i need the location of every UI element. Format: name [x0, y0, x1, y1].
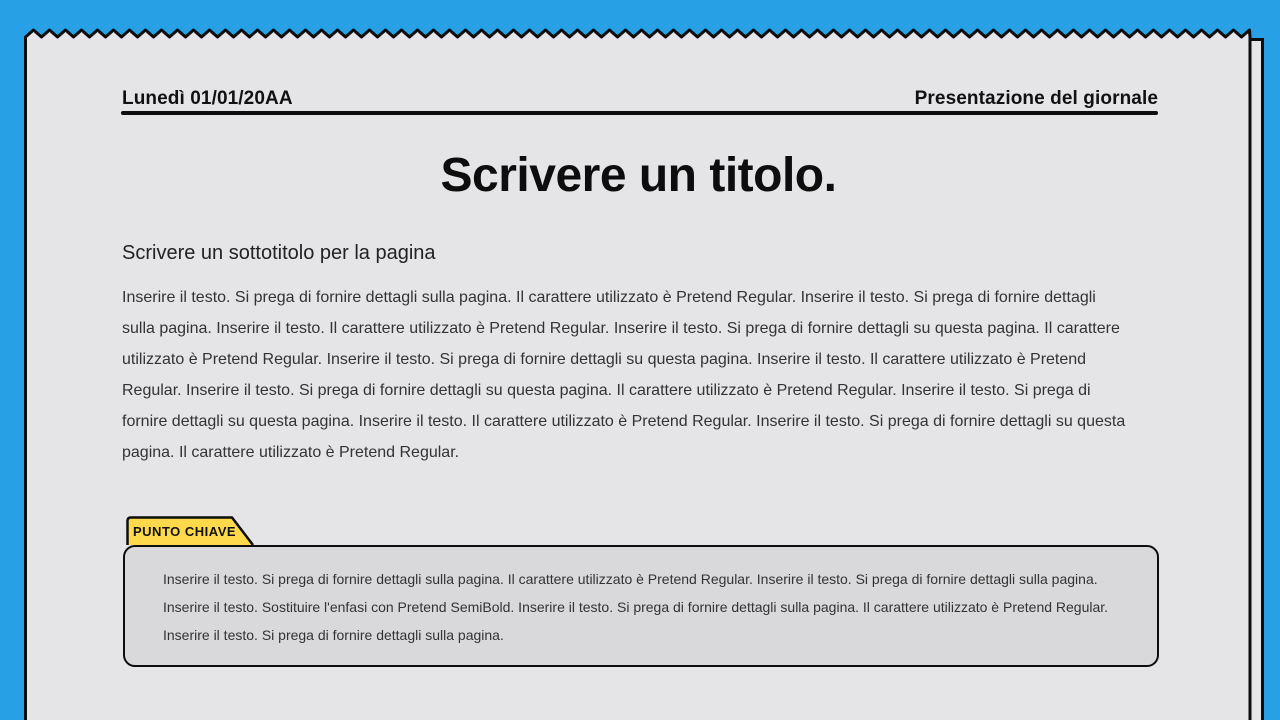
header-date: Lunedì 01/01/20AA [122, 88, 293, 109]
key-point-label: PUNTO CHIAVE [133, 524, 237, 539]
header-divider [121, 111, 1158, 115]
body-paragraph: Inserire il testo. Si prega di fornire dettagli sulla pagina. Il carattere utilizzato è Pretend Regular. Inserire il testo. Si prega di fornire dettagli sulla pagina. Inserire il testo. Il carattere utilizzato è Pretend Regular. Inserire il testo. Si prega di fornire dettagli su questa pagina. Il carattere utilizzato è Pretend Regular. Inserire il testo. Si prega di fornire dettagli su questa pagina. Inserire il testo. Il carattere utilizzato è Pretend Regular. Inserire il testo. Si prega di fornire dettagli su questa pagina. Il carattere utilizzato è Pretend Regular. Inserire il testo. Si prega di fornire dettagli su questa pagina. Inserire il testo. Il carattere utilizzato è Pretend Regular. Inserire il testo. Si prega di fornire dettagli su questa pagina. Il carattere utilizzato è Pretend Regular. [122, 289, 1126, 461]
page-title: Scrivere un titolo. [440, 149, 837, 202]
page-header [122, 84, 1158, 110]
header-section: Presentazione del giornale [914, 88, 1158, 109]
key-point-tag [126, 516, 256, 546]
paper-sheet [24, 22, 1253, 720]
page-subtitle: Scrivere un sottotitolo per la pagina [122, 242, 436, 264]
key-point-box [123, 545, 1159, 667]
key-point-text: Inserire il testo. Si prega di fornire dettagli sulla pagina. Il carattere utilizzato è Pretend Regular. Inserire il testo. Si prega di fornire dettagli sulla pagina. Inserire il testo. Sostituire l'enfasi con Pretend SemiBold. Inserire il testo. Si prega di fornire dettagli sulla pagina. Il carattere utilizzato è Pretend Regular. Inserire il testo. Si prega di fornire dettagli sulla pagina. [163, 571, 1109, 643]
